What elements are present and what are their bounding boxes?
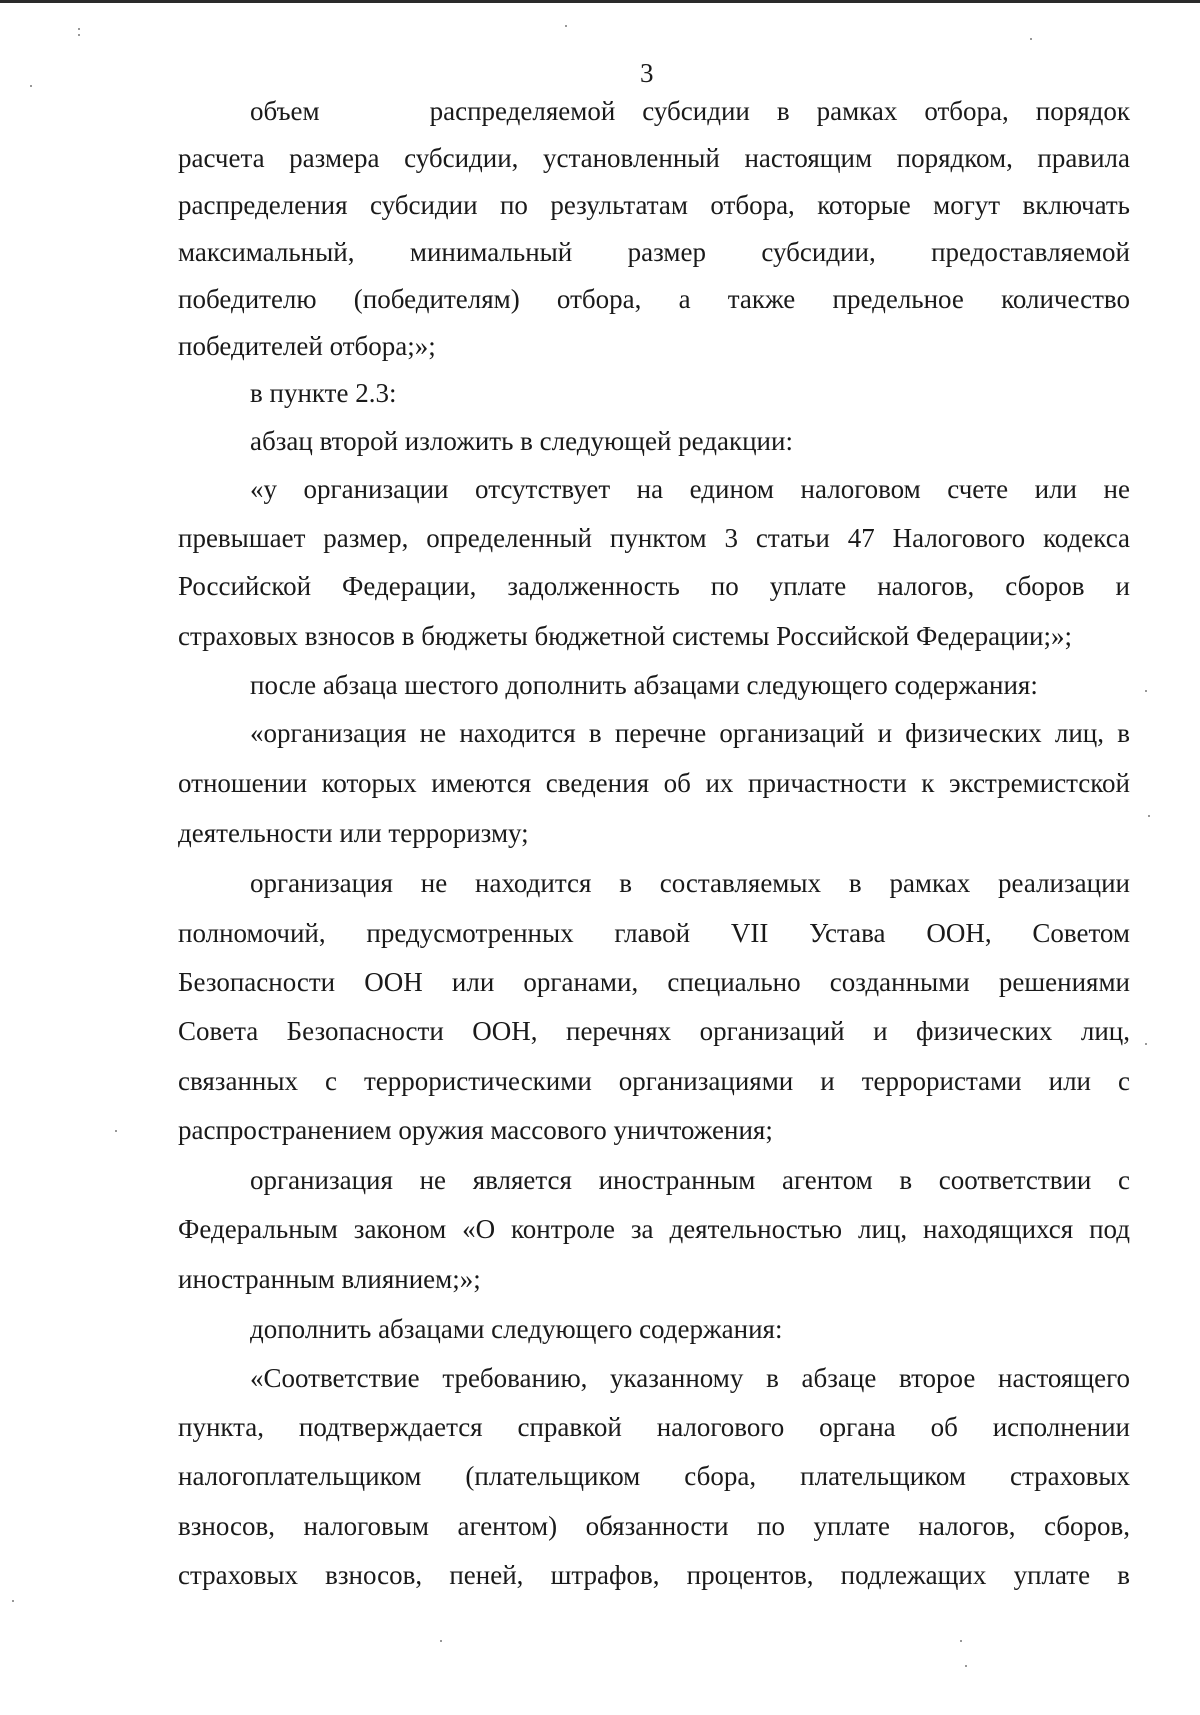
scan-speck <box>12 1600 14 1602</box>
text-line-part: распределяемой субсидии в рамках отбора, порядок <box>429 96 1130 126</box>
text-line: Безопасности ООН или органами, специально созданными решениями <box>178 967 1130 997</box>
scan-speck <box>115 1130 117 1132</box>
text-line: полномочий, предусмотренных главой VII Устава ООН, Советом <box>178 918 1130 948</box>
text-line <box>250 98 1130 125</box>
scan-speck <box>565 25 567 27</box>
scan-speck <box>1148 815 1150 817</box>
scan-speck <box>960 1640 962 1642</box>
text-line: дополнить абзацами следующего содержания: <box>250 1314 783 1344</box>
text-line: отношении которых имеются сведения об их причастности к экстремистской <box>178 768 1130 798</box>
text-line: иностранным влиянием;»; <box>178 1264 481 1294</box>
text-line: «у организации отсутствует на едином налоговом счете или не <box>250 474 1130 504</box>
text-line: налогоплательщиком (плательщиком сбора, плательщиком страховых <box>178 1461 1130 1491</box>
text-line: распространением оружия массового уничтожения; <box>178 1115 773 1145</box>
text-line: взносов, налоговым агентом) обязанности по уплате налогов, сборов, <box>178 1511 1130 1541</box>
text-line: деятельности или терроризму; <box>178 818 529 848</box>
scan-speck <box>1030 38 1032 40</box>
text-line: страховых взносов, пеней, штрафов, процентов, подлежащих уплате в <box>178 1560 1130 1590</box>
text-line: абзац второй изложить в следующей редакции: <box>250 426 793 456</box>
text-line: после абзаца шестого дополнить абзацами следующего содержания: <box>250 670 1038 700</box>
text-line: распределения субсидии по результатам отбора, которые могут включать <box>178 190 1130 220</box>
scan-speck <box>30 85 32 87</box>
scan-speck <box>965 1665 967 1667</box>
text-line: Совета Безопасности ООН, перечнях организаций и физических лиц, <box>178 1016 1130 1046</box>
text-line: победителю (победителям) отбора, а также предельное количество <box>178 284 1130 314</box>
scan-speck <box>1145 690 1147 692</box>
text-line: в пункте 2.3: <box>250 378 397 408</box>
text-line: пункта, подтверждается справкой налогового органа об исполнении <box>178 1412 1130 1442</box>
text-line: превышает размер, определенный пунктом 3 статьи 47 Налогового кодекса <box>178 523 1130 553</box>
text-line: Федеральным законом «О контроле за деятельностью лиц, находящихся под <box>178 1214 1130 1244</box>
text-line: страховых взносов в бюджеты бюджетной системы Российской Федерации;»; <box>178 621 1072 651</box>
scan-speck <box>440 1640 442 1642</box>
text-line: «Соответствие требованию, указанному в абзаце второе настоящего <box>250 1363 1130 1393</box>
text-line: Российской Федерации, задолженность по уплате налогов, сборов и <box>178 571 1130 601</box>
scan-speck <box>78 28 80 30</box>
scan-speck <box>78 34 80 36</box>
text-line: организация не находится в составляемых в рамках реализации <box>250 868 1130 898</box>
page-number: 3 <box>640 58 654 88</box>
text-line: «организация не находится в перечне организаций и физических лиц, в <box>250 718 1130 748</box>
text-line: связанных с террористическими организациями и террористами или с <box>178 1066 1130 1096</box>
scan-speck <box>1145 1043 1147 1045</box>
text-line: расчета размера субсидии, установленный настоящим порядком, правила <box>178 143 1130 173</box>
text-line: победителей отбора;»; <box>178 331 436 361</box>
text-line: организация не является иностранным агентом в соответствии с <box>250 1165 1130 1195</box>
scan-top-edge <box>0 0 1200 3</box>
text-line-part: объем <box>250 96 320 126</box>
text-line: максимальный, минимальный размер субсидии, предоставляемой <box>178 237 1130 267</box>
